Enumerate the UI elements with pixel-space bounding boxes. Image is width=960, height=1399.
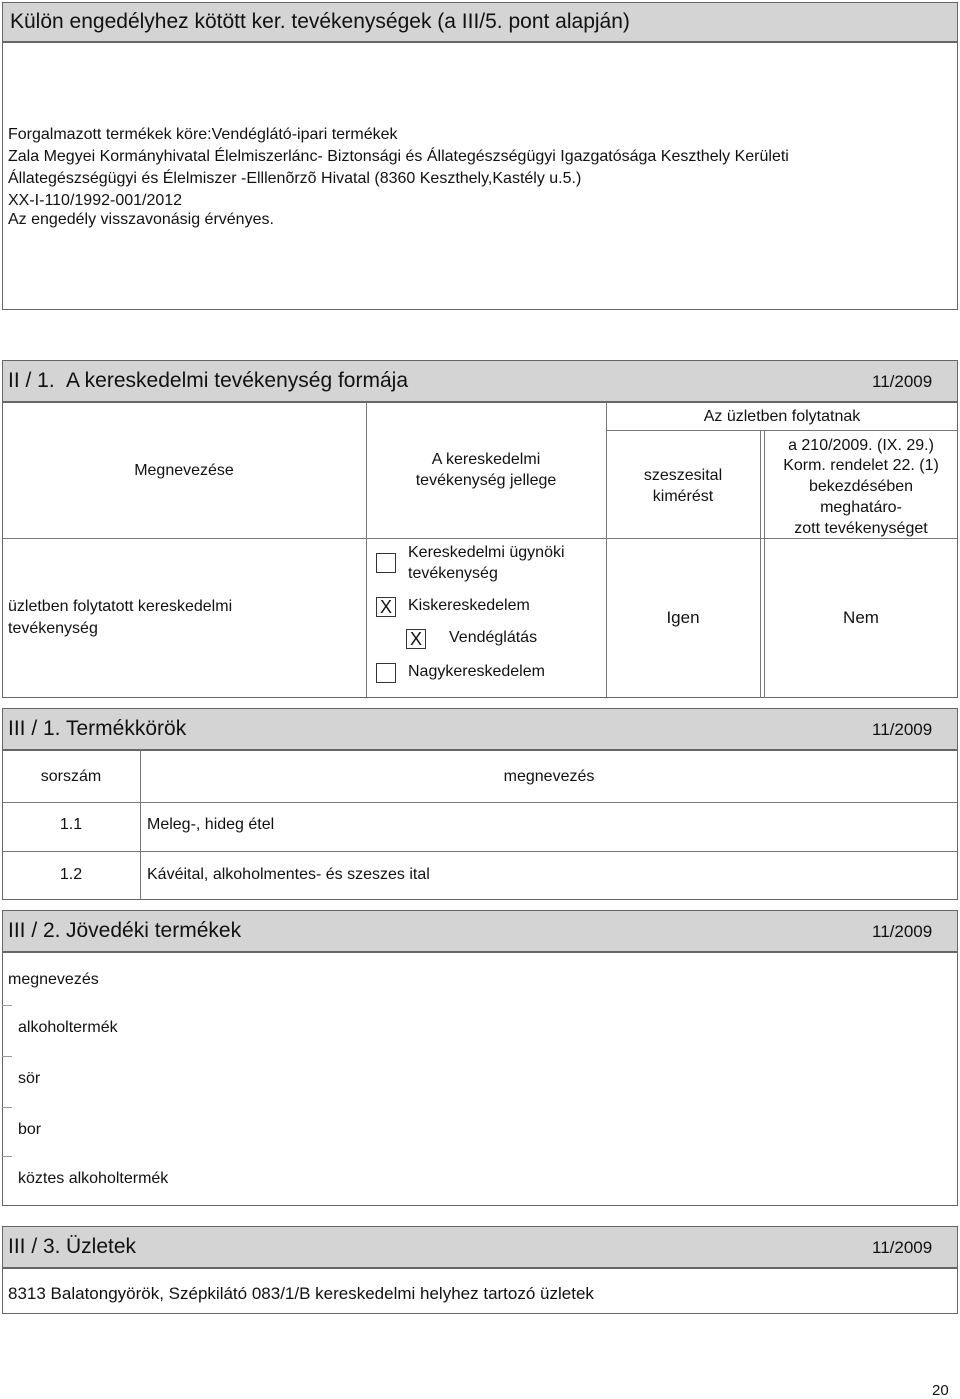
option-label: Kereskedelmi ügynöki xyxy=(408,544,565,561)
checkbox-catering[interactable]: X xyxy=(406,629,426,649)
list-item: alkoholtermék xyxy=(18,1019,118,1036)
section-title: Üzletek xyxy=(66,1235,137,1258)
section-code: 11/2009 xyxy=(872,372,933,391)
section-title: A kereskedelmi tevékenység formája xyxy=(66,369,408,392)
section-title: Jövedéki termékek xyxy=(66,919,242,942)
column-header-alcohol: kimérést xyxy=(652,488,714,505)
column-group-header: Az üzletben folytatnak xyxy=(703,408,861,425)
column-header-decree: zott tevékenységet xyxy=(794,520,928,537)
column-header-name: megnevezés xyxy=(503,768,595,785)
column-header-name: Megnevezése xyxy=(134,462,234,479)
section-number: III / 2. xyxy=(8,919,61,942)
column-header-decree: Korm. rendelet 22. (1) xyxy=(783,457,939,474)
option-label: Vendéglátás xyxy=(449,629,538,646)
option-label: Kiskereskedelem xyxy=(408,597,530,614)
column-header-nature: tevékenység jellege xyxy=(415,472,557,489)
table-row-number: 1.2 xyxy=(59,866,83,883)
list-item: köztes alkoholtermék xyxy=(18,1170,169,1187)
column-header-name: megnevezés xyxy=(8,971,99,988)
table-row-name: Meleg-, hideg étel xyxy=(147,816,275,833)
alcohol-value: Igen xyxy=(666,608,700,627)
permit-line: Forgalmazott termékek köre:Vendéglátó-ipari termékek xyxy=(8,126,398,143)
shop-line: 8313 Balatongyörök, Szépkilátó 083/1/B kereskedelmi helyhez tartozó üzletek xyxy=(8,1284,594,1303)
permit-validity: Az engedély visszavonásig érvényes. xyxy=(8,211,274,228)
section-code: 11/2009 xyxy=(872,1238,933,1257)
row-name: tevékenység xyxy=(8,620,98,637)
option-label: tevékenység xyxy=(408,565,498,582)
section-number: III / 1. xyxy=(8,717,61,740)
table-row-number: 1.1 xyxy=(59,816,83,833)
column-header-alcohol: szeszesital xyxy=(643,467,723,484)
excise-products-table xyxy=(2,952,958,1206)
option-label: Nagykereskedelem xyxy=(408,663,545,680)
decree-value: Nem xyxy=(843,608,879,627)
page-number: 20 xyxy=(932,1382,949,1399)
checkbox-wholesale[interactable] xyxy=(376,663,396,683)
section-number: II / 1. xyxy=(8,369,55,392)
table-row-name: Kávéital, alkoholmentes- és szeszes ital xyxy=(147,866,430,883)
column-header-number: sorszám xyxy=(40,768,102,785)
checkbox-retail[interactable]: X xyxy=(376,597,396,617)
list-item: sör xyxy=(18,1070,41,1087)
permit-line: Állategészségügyi és Élelmiszer -Elllenõrzõ Hivatal (8360 Keszthely,Kastély u.5.) xyxy=(8,170,582,187)
column-header-nature: A kereskedelmi xyxy=(431,451,541,468)
section-title: Termékkörök xyxy=(66,717,187,740)
column-header-decree: bekezdésében xyxy=(808,478,914,495)
list-item: bor xyxy=(18,1121,42,1138)
column-header-decree: meghatáro- xyxy=(820,499,902,516)
section-header-shops xyxy=(2,1226,958,1268)
column-header-decree: a 210/2009. (IX. 29.) xyxy=(788,437,934,454)
section-code: 11/2009 xyxy=(872,922,933,941)
section-number: III / 3. xyxy=(8,1235,61,1258)
permit-line: Zala Megyei Kormányhivatal Élelmiszerlánc- Biztonsági és Állategészségügyi Igazgatósága Keszthely Kerületi xyxy=(8,148,789,165)
section-title: Külön engedélyhez kötött ker. tevékenységek (a III/5. pont alapján) xyxy=(10,10,630,33)
section-code: 11/2009 xyxy=(872,720,933,739)
row-name: üzletben folytatott kereskedelmi xyxy=(8,598,233,615)
permit-number: XX-I-110/1992-001/2012 xyxy=(8,192,183,209)
checkbox-agent-activity[interactable] xyxy=(376,553,396,573)
